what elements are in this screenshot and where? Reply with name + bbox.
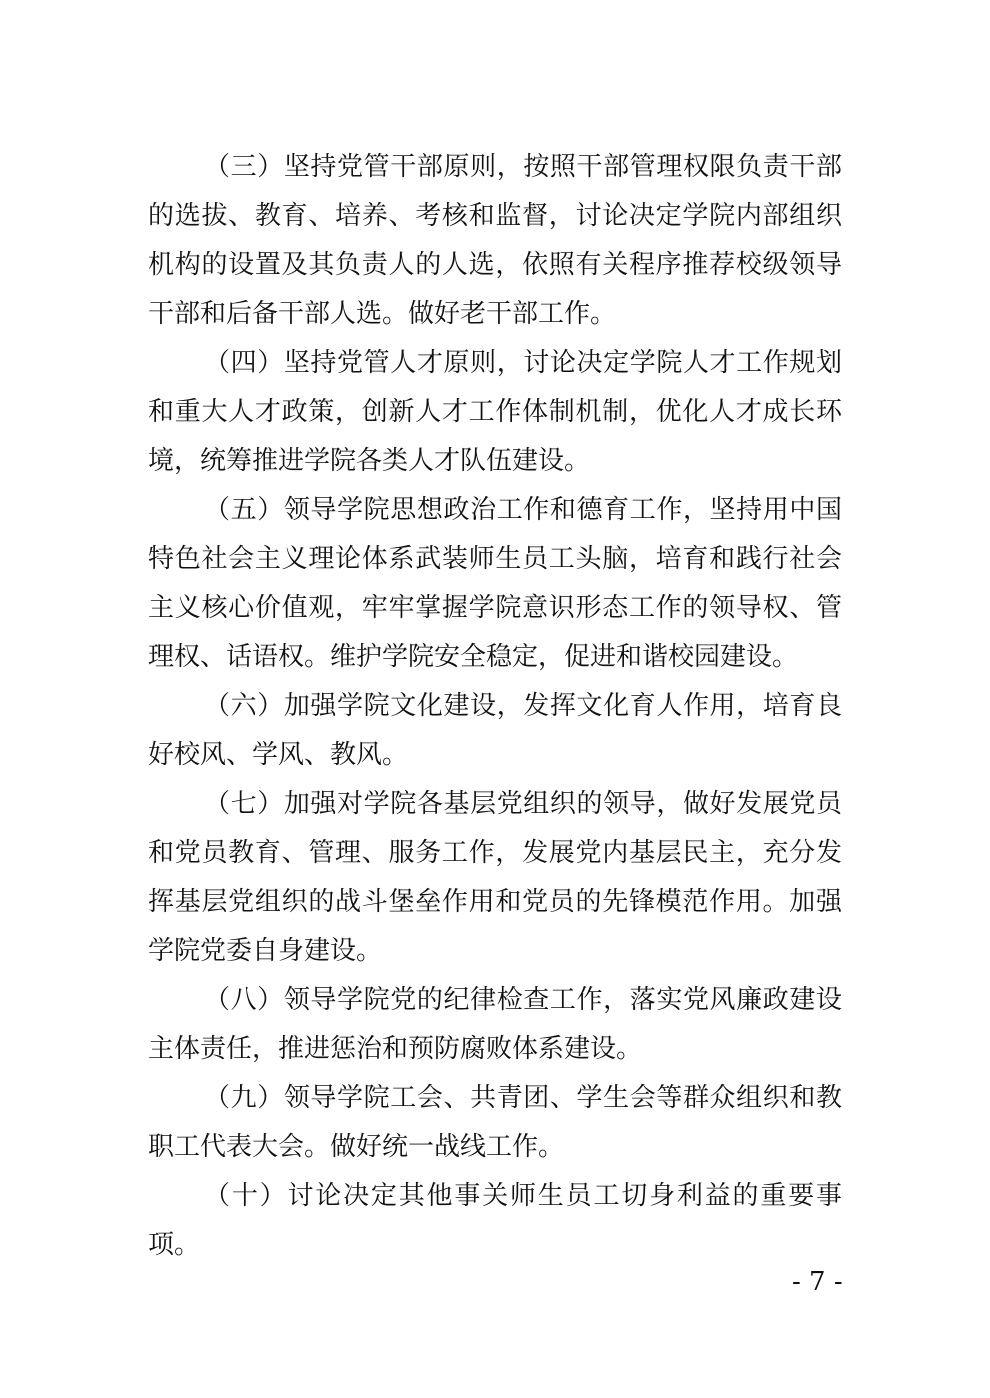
paragraph-line: 学院党委自身建设。: [148, 936, 383, 966]
paragraph-line: （五）领导学院思想政治工作和德育工作，坚持用中国: [204, 495, 842, 525]
paragraph-3: [148, 143, 842, 339]
paragraph-line: （三）坚持党管干部原则，按照干部管理权限负责干部: [204, 152, 842, 182]
paragraph-line: 主义核心价值观，牢牢掌握学院意识形态工作的领导权、管: [148, 593, 842, 623]
page-number: - 7 -: [792, 1267, 843, 1297]
paragraph-line: （八）领导学院党的纪律检查工作，落实党风廉政建设: [204, 985, 842, 1015]
paragraph-10: [148, 1172, 842, 1270]
paragraph-line: （七）加强对学院各基层党组织的领导，做好发展党员: [204, 789, 842, 819]
paragraph-8: [148, 976, 842, 1074]
paragraph-line: 干部和后备干部人选。做好老干部工作。: [148, 299, 617, 329]
paragraph-line: （四）坚持党管人才原则，讨论决定学院人才工作规划: [204, 348, 842, 378]
paragraph-9: [148, 1074, 842, 1172]
paragraph-line: 境，统筹推进学院各类人才队伍建设。: [148, 446, 591, 476]
paragraph-line: 项。: [148, 1230, 201, 1260]
paragraph-line: 和党员教育、管理、服务工作，发展党内基层民主，充分发: [148, 838, 842, 868]
paragraph-6: [148, 682, 842, 780]
paragraph-line: 好校风、学风、教风。: [148, 740, 409, 770]
paragraph-line: 的选拔、教育、培养、考核和监督，讨论决定学院内部组织: [148, 201, 842, 231]
paragraph-line: （九）领导学院工会、共青团、学生会等群众组织和教: [204, 1083, 842, 1113]
paragraph-line: （十）讨论决定其他事关师生员工切身利益的重要事: [204, 1181, 842, 1211]
paragraph-line: 主体责任，推进惩治和预防腐败体系建设。: [148, 1034, 643, 1064]
paragraph-4: [148, 339, 842, 486]
paragraph-line: 和重大人才政策，创新人才工作体制机制，优化人才成长环: [148, 397, 842, 427]
paragraph-7: [148, 780, 842, 976]
paragraph-5: [148, 486, 842, 682]
paragraph-line: 理权、话语权。维护学院安全稳定，促进和谐校园建设。: [148, 642, 799, 672]
paragraph-line: 职工代表大会。做好统一战线工作。: [148, 1132, 565, 1162]
paragraph-line: 机构的设置及其负责人的人选，依照有关程序推荐校级领导: [148, 250, 842, 280]
paragraph-line: 挥基层党组织的战斗堡垒作用和党员的先锋模范作用。加强: [148, 887, 842, 917]
paragraph-line: 特色社会主义理论体系武装师生员工头脑，培育和践行社会: [148, 544, 842, 574]
paragraph-line: （六）加强学院文化建设，发挥文化育人作用，培育良: [204, 691, 842, 721]
document-body: [148, 143, 842, 1270]
